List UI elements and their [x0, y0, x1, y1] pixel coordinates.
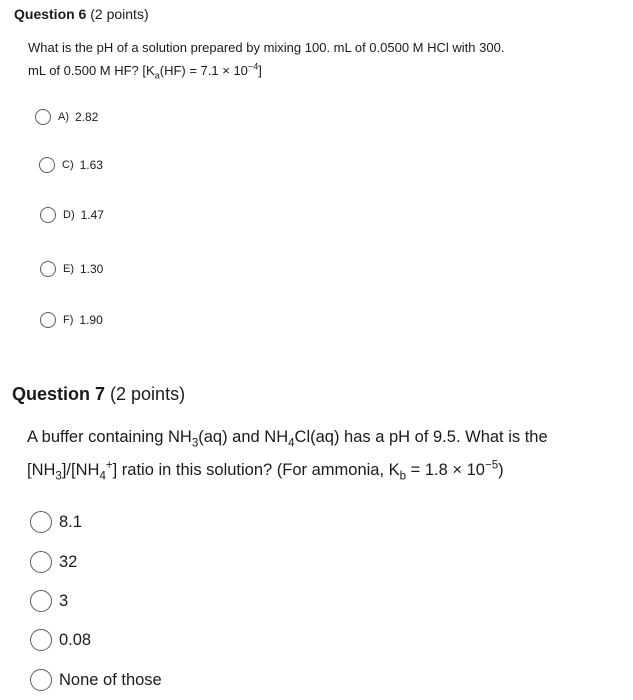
- prompt-subscript: b: [399, 470, 407, 483]
- question-6-prompt-line2: [28, 59, 618, 82]
- q7-option-1[interactable]: [30, 511, 82, 533]
- option-letter: F): [63, 314, 74, 326]
- prompt-superscript: −5: [484, 459, 499, 472]
- question-6-points: (2 points): [90, 6, 149, 22]
- q6-option-e[interactable]: [40, 261, 103, 277]
- option-letter: D): [63, 209, 75, 221]
- option-label: 8.1: [59, 512, 82, 531]
- prompt-subscript: 4: [288, 437, 295, 450]
- radio-button-icon[interactable]: [35, 109, 51, 125]
- prompt-text: mL of 0.500 M HF? [K: [28, 63, 155, 78]
- option-label: 2.82: [75, 110, 99, 124]
- option-label: 0.08: [59, 630, 92, 649]
- radio-button-icon[interactable]: [30, 551, 52, 573]
- q6-option-d[interactable]: [40, 207, 104, 223]
- prompt-text: [NH: [27, 461, 56, 479]
- q6-option-a[interactable]: [35, 109, 98, 125]
- prompt-text: ]/[NH: [61, 461, 100, 479]
- question-6-title: [14, 6, 149, 22]
- radio-button-icon[interactable]: [30, 669, 52, 691]
- option-letter: C): [62, 159, 74, 171]
- prompt-superscript: −4: [247, 61, 259, 72]
- question-7-title: [12, 384, 185, 405]
- option-letter: E): [63, 263, 74, 275]
- prompt-text: ] ratio in this solution? (For ammonia, K: [112, 461, 400, 479]
- prompt-text: (aq) and NH: [198, 428, 289, 446]
- option-label: 1.30: [80, 262, 104, 276]
- q7-option-3[interactable]: [30, 590, 68, 612]
- radio-button-icon[interactable]: [40, 312, 56, 328]
- prompt-subscript: 4: [99, 470, 106, 483]
- question-7-points: (2 points): [110, 384, 186, 404]
- q6-option-c[interactable]: [39, 157, 103, 173]
- q7-option-2[interactable]: [30, 551, 77, 573]
- prompt-text: A buffer containing NH: [27, 428, 192, 446]
- prompt-text: = 1.8 × 10: [406, 461, 485, 479]
- question-7-prompt-line1: [27, 421, 627, 454]
- prompt-subscript: 3: [55, 470, 62, 483]
- option-label: None of those: [59, 670, 162, 689]
- option-letter: A): [58, 111, 69, 123]
- q7-option-5[interactable]: [30, 669, 162, 691]
- question-7-prompt: [27, 421, 627, 487]
- question-6-number: Question 6: [14, 6, 87, 22]
- radio-button-icon[interactable]: [40, 261, 56, 277]
- prompt-subscript: 3: [191, 437, 199, 450]
- question-7-prompt-line2: [27, 454, 627, 487]
- question-7-number: Question 7: [12, 384, 106, 404]
- prompt-text: ): [498, 461, 504, 479]
- prompt-subscript: a: [154, 70, 160, 81]
- q7-option-4[interactable]: [30, 629, 91, 651]
- question-6-prompt-line1: What is the pH of a solution prepared by mixing 100. mL of 0.0500 M HCl with 300.: [28, 40, 505, 55]
- radio-button-icon[interactable]: [39, 157, 55, 173]
- radio-button-icon[interactable]: [30, 590, 52, 612]
- option-label: 1.63: [79, 158, 103, 172]
- radio-button-icon[interactable]: [30, 629, 52, 651]
- radio-button-icon[interactable]: [40, 207, 56, 223]
- prompt-text: Cl(aq) has a pH of 9.5. What is the: [294, 428, 548, 446]
- prompt-text: (HF) = 7.1 × 10: [159, 63, 248, 78]
- question-6-prompt: [28, 36, 618, 82]
- option-label: 3: [59, 591, 69, 610]
- prompt-text: ]: [258, 63, 262, 78]
- q6-option-f[interactable]: [40, 312, 103, 328]
- option-label: 1.47: [80, 208, 104, 222]
- option-label: 32: [59, 552, 78, 571]
- option-label: 1.90: [79, 313, 103, 327]
- prompt-superscript: +: [105, 459, 113, 472]
- radio-button-icon[interactable]: [30, 511, 52, 533]
